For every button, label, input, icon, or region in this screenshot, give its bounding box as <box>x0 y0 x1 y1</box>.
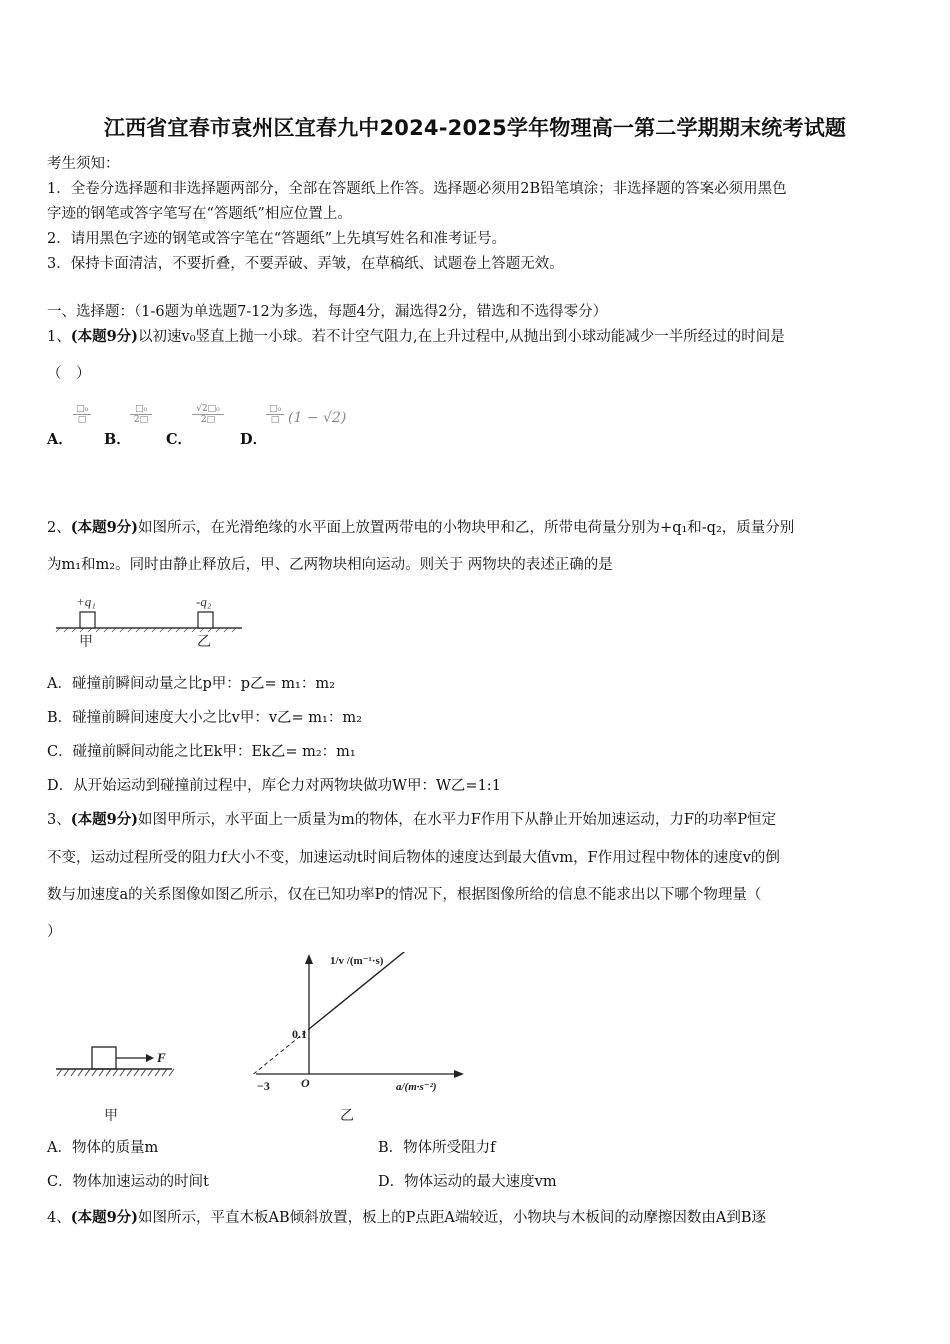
question-number: 3、 <box>47 812 71 828</box>
block-yi <box>198 612 213 628</box>
question-text: 如图所示，在光滑绝缘的水平面上放置两带电的小物块甲和乙，所带电荷量分别为+q₁和-q₂，质量分别 <box>138 520 795 536</box>
velocity-acceleration-chart <box>250 952 480 1128</box>
notice-item: 1．全卷分选择题和非选择题两部分，全部在答题纸上作答。选择题必须用2B铅笔填涂；非选择题的答案必须用黑色 <box>47 181 787 197</box>
option-a[interactable]: A．物体的质量m <box>47 1140 159 1156</box>
question-number: 2、 <box>47 520 71 536</box>
block <box>92 1047 116 1069</box>
option-b[interactable]: B．物体所受阻力f <box>378 1140 496 1156</box>
notice-item: 字迹的钢笔或答字笔写在“答题纸”相应位置上。 <box>47 206 352 222</box>
block-force-figure <box>52 1040 182 1126</box>
force-label: F <box>157 1050 166 1065</box>
option-label: A． <box>47 431 73 448</box>
block-label-1: 甲 <box>79 635 93 650</box>
charge-label-2: -q₂ <box>196 594 212 609</box>
question-text-cont: 为m₁和m₂。同时由静止释放后，甲、乙两物块相向运动。则关于 两物块的表述正确的是 <box>47 557 613 573</box>
option-formula: □₀ □ <box>266 404 284 425</box>
option-label: D． <box>240 431 268 448</box>
question-score: (本题9分) <box>70 328 139 345</box>
figure-caption-left: 甲 <box>104 1109 118 1124</box>
question-2 <box>47 518 794 538</box>
question-text: 如图甲所示，水平面上一质量为m的物体，在水平力F作用下从静止开始加速运动，力F的功率P恒定 <box>138 812 777 828</box>
y-axis-arrow <box>305 954 313 964</box>
block-label-2: 乙 <box>197 635 211 650</box>
option-b[interactable]: B．碰撞前瞬间速度大小之比v甲：v乙= m₁：m₂ <box>47 710 362 726</box>
option-formula: □₀ □ <box>73 404 91 425</box>
question-3 <box>47 810 776 830</box>
force-arrow-head <box>146 1054 154 1062</box>
question-number: 1、 <box>47 329 71 345</box>
x-intercept-label: −3 <box>257 1079 270 1093</box>
section-heading: 一、选择题：（1-6题为单选题7-12为多选，每题4分，漏选得2分，错选和不选得零分） <box>47 304 608 320</box>
figure-caption-right: 乙 <box>340 1109 354 1124</box>
option-d[interactable]: D．从开始运动到碰撞前过程中，库仑力对两物块做功W甲：W乙=1:1 <box>47 778 501 794</box>
x-axis-arrow <box>454 1070 464 1078</box>
question-text: 如图所示，平直木板AB倾斜放置，板上的P点距A端较近，小物块与木板间的动摩擦因数由A到B逐 <box>138 1210 767 1226</box>
ground-hatching <box>57 1069 174 1076</box>
notice-item: 3．保持卡面清洁，不要折叠，不要弄破、弄皱，在草稿纸、试题卷上答题无效。 <box>47 256 564 272</box>
question-4 <box>47 1208 766 1228</box>
answer-blank: （ ） <box>47 366 91 382</box>
option-a[interactable]: A．碰撞前瞬间动量之比p甲：p乙= m₁：m₂ <box>47 676 335 692</box>
charged-blocks-figure <box>52 590 252 652</box>
notice-item: 2．请用黑色字迹的钢笔或答字笔在“答题纸”上先填写姓名和准考证号。 <box>47 231 507 247</box>
charge-label-1: +q₁ <box>76 594 96 609</box>
question-score: (本题9分) <box>70 519 139 536</box>
question-text-cont: 不变，运动过程所受的阻力f大小不变，加速运动t时间后物体的速度达到最大值vm，F作用过程中物体的速度v的倒 <box>47 850 780 866</box>
question-score: (本题9分) <box>70 1209 139 1226</box>
option-d[interactable]: D．物体运动的最大速度vm <box>378 1174 557 1190</box>
option-formula: □₀ 2□ <box>130 404 152 425</box>
question-text-cont: 数与加速度a的关系图像如图乙所示，仅在已知功率P的情况下，根据图像所给的信息不能求出以下哪个物理量（ <box>47 887 762 903</box>
y-axis-label: 1/v /(m⁻¹·s) <box>330 955 384 967</box>
option-label: C． <box>166 431 193 448</box>
notice-heading: 考生须知： <box>47 156 120 172</box>
y-intercept-label: 0.1 <box>292 1027 307 1041</box>
question-text: 以初速v₀竖直上抛一小球。若不计空气阻力,在上升过程中,从抛出到小球动能减少一半所经过的时间是 <box>138 329 785 345</box>
x-axis-label: a/(m·s⁻²) <box>396 1081 437 1093</box>
origin-label: O <box>301 1076 310 1090</box>
question-score: (本题9分) <box>70 811 139 828</box>
question-1 <box>47 327 785 347</box>
option-label: B． <box>104 431 131 448</box>
option-formula-tail: (1 − √2) <box>288 410 347 426</box>
question-text-cont: ） <box>47 924 62 940</box>
block-jia <box>80 612 95 628</box>
option-formula: $\frac{\text{√2□₀}}{2□}$ <box>192 404 224 425</box>
question-number: 4、 <box>47 1210 71 1226</box>
option-c[interactable]: C．碰撞前瞬间动能之比Ek甲：Ek乙= m₂：m₁ <box>47 744 356 760</box>
page-title: 江西省宜春市袁州区宜春九中2024-2025学年物理高一第二学期期末统考试题 <box>103 116 847 140</box>
option-c[interactable]: C．物体加速运动的时间t <box>47 1174 209 1190</box>
